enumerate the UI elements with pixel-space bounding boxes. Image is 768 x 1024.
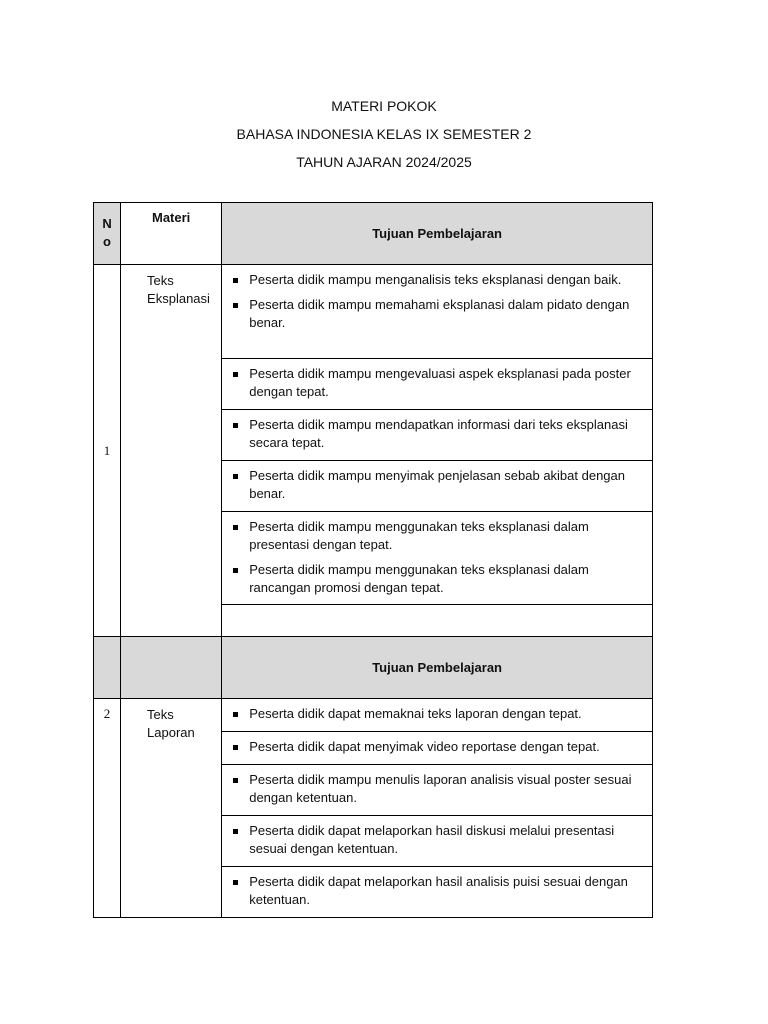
row-number-1: 1 xyxy=(94,265,121,637)
section-header-row xyxy=(94,637,653,699)
tujuan-cell xyxy=(222,699,653,732)
tujuan-cell xyxy=(222,359,653,410)
materi-2-line2: Laporan xyxy=(147,725,195,740)
table-row xyxy=(94,265,653,359)
list-item: Peserta didik dapat memaknai teks laporan dengan tepat. xyxy=(249,705,642,723)
materi-1-line2: Eksplanasi xyxy=(147,291,210,306)
tujuan-cell xyxy=(222,732,653,765)
list-item: Peserta didik dapat menyimak video reportase dengan tepat. xyxy=(249,738,642,756)
materi-1-line1: Teks xyxy=(147,273,174,288)
list-item: Peserta didik mampu menggunakan teks eksplanasi dalam presentasi dengan tepat. xyxy=(249,518,642,554)
list-item: Peserta didik dapat melaporkan hasil analisis puisi sesuai dengan ketentuan. xyxy=(249,873,642,909)
tujuan-cell xyxy=(222,512,653,605)
table-row xyxy=(94,699,653,732)
list-item: Peserta didik mampu mengevaluasi aspek eksplanasi pada poster dengan tepat. xyxy=(249,365,642,401)
tujuan-cell xyxy=(222,816,653,867)
materi-cell-2 xyxy=(121,699,222,918)
empty-cell xyxy=(222,605,653,637)
row-number-2: 2 xyxy=(94,699,121,918)
list-item: Peserta didik mampu menganalisis teks eksplanasi dengan baik. xyxy=(249,271,642,289)
list-item: Peserta didik mampu mendapatkan informasi dari teks eksplanasi secara tepat. xyxy=(249,416,642,452)
header-tujuan: Tujuan Pembelajaran xyxy=(222,203,653,265)
section-header-blank-no xyxy=(94,637,121,699)
title-line-1: MATERI POKOK xyxy=(331,98,437,114)
tujuan-cell xyxy=(222,410,653,461)
header-materi: Materi xyxy=(121,203,222,265)
list-item: Peserta didik mampu menggunakan teks eksplanasi dalam rancangan promosi dengan tepat. xyxy=(249,561,642,597)
list-item: Peserta didik mampu menulis laporan analisis visual poster sesuai dengan ketentuan. xyxy=(249,771,642,807)
table-header-row xyxy=(94,203,653,265)
materi-table xyxy=(93,202,653,918)
tujuan-cell xyxy=(222,867,653,918)
list-item: Peserta didik dapat melaporkan hasil diskusi melalui presentasi sesuai dengan ketentuan. xyxy=(249,822,642,858)
title-line-3: TAHUN AJARAN 2024/2025 xyxy=(296,154,472,170)
list-item: Peserta didik mampu menyimak penjelasan sebab akibat dengan benar. xyxy=(249,467,642,503)
tujuan-cell xyxy=(222,461,653,512)
materi-cell-1 xyxy=(121,265,222,637)
tujuan-cell xyxy=(222,765,653,816)
section-header-tujuan: Tujuan Pembelajaran xyxy=(222,637,653,699)
header-no-line2: o xyxy=(103,234,111,249)
header-no-line1: N xyxy=(102,216,112,231)
materi-2-line1: Teks xyxy=(147,707,174,722)
header-no xyxy=(94,203,121,265)
tujuan-cell xyxy=(222,265,653,359)
section-header-blank-materi xyxy=(121,637,222,699)
title-line-2: BAHASA INDONESIA KELAS IX SEMESTER 2 xyxy=(236,126,532,142)
list-item: Peserta didik mampu memahami eksplanasi dalam pidato dengan benar. xyxy=(249,296,642,332)
